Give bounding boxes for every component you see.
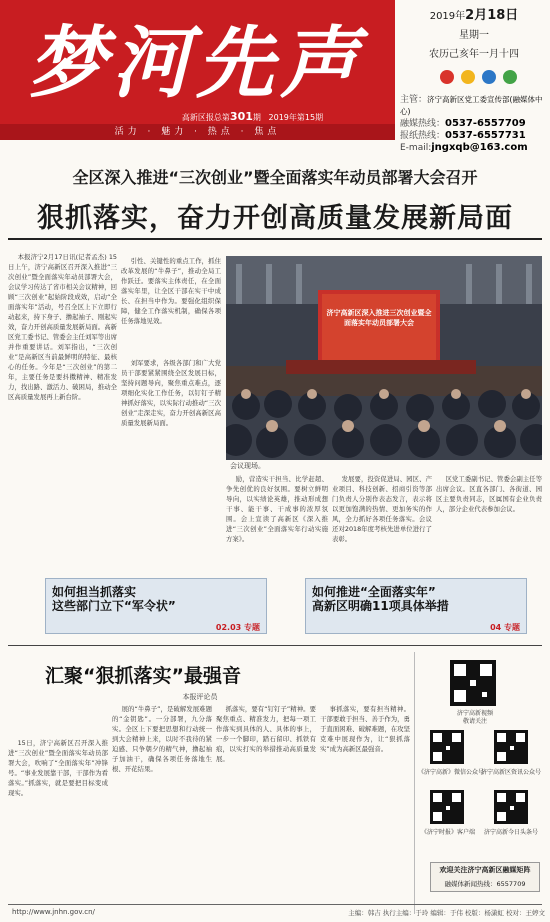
lead-text-3: 励，营造实干担当、比学赶超、争先创优的良好氛围。要树立鲜明导向，以实绩论英雄，推动形成想干事、能干事、干成事的浓厚氛围。会上宣读了高新区《深入推进“三次创业”全面落实年行动实施方案》。 (226, 475, 328, 543)
sponsor-line (400, 94, 550, 118)
media-matrix-banner (430, 862, 540, 892)
lead-column-5 (436, 474, 542, 582)
commentary-column-2 (112, 704, 212, 894)
date-block (400, 6, 548, 64)
sponsor-label: 主管： (400, 95, 428, 105)
teaser-1-page: 02.03 专题 (215, 623, 260, 632)
lead-column-4 (332, 474, 432, 582)
lead-column-2b (121, 358, 221, 580)
qr-code-main-icon[interactable] (450, 660, 496, 706)
emblem-green-icon (503, 70, 517, 84)
qr-main-label: 济宁高新视频 敬请关注 (456, 710, 493, 725)
footer-url[interactable]: http://www.jnhn.gov.cn/ (12, 908, 95, 916)
lead-column-2 (121, 256, 221, 356)
commentary-column-4 (320, 704, 410, 894)
commentary-text-1: 15日，济宁高新区召开深入推进“三次创业”暨全面落实年动员部署大会，吹响了“全面落实年”冲锋号。“事业发展靠干部，干部作为看落实。”抓落实，就是要把目标变成现实。 (8, 739, 108, 797)
email-value: jngxqb@163.com (431, 142, 528, 153)
lead-text-5: 区党工委副书记、管委会副主任等出席会议。区直各部门、各街道、园区主要负责同志，区属国有企业负责人，部分企业代表参加会议。 (436, 475, 542, 513)
teaser-1-line-2: 这些部门立下“军令状” (52, 599, 176, 613)
issue-number: 301 (229, 110, 253, 123)
date-day: 2月18日 (465, 8, 519, 23)
qr-code-app-icon[interactable] (430, 790, 464, 824)
lead-text-1: 本报济宁2月17日讯(记者孟杰) 15日上午，济宁高新区召开深入推进“三次创业”暨全面落实年动员部署大会，会议学习传达了省市相关会议精神，回顾“三次创业”起始阶段成效，启动“全面落实年”活动，号召全区上下立即行动起来，持下身子、撸起袖子、刚起实效，奋力开创高质量发展新局面。高新区党工委书记、管委会主任刘军等出席并作重要讲话。刘军指出，“三次创业”是高新区当前最鲜明的特征、最核心的任务。今年是“三次创业”的第二年，主要任务是要抖擞精神、精准发力，找出路、激活力、破困局，推动全区高质量发展再上新台阶。 (8, 253, 117, 401)
meeting-photo (226, 256, 542, 460)
photo-screen-text: 济宁高新区深入推进三次创业暨全面落实年动员部署大会 (326, 309, 432, 327)
qr-label-1: 《济宁高新》微信公众号 (418, 769, 485, 776)
teaser-2-line-2: 高新区明确11项具体举措 (312, 599, 449, 613)
teaser-2-line-1: 如何推进“全面落实年” (312, 585, 436, 599)
emblem-row (439, 69, 529, 87)
commentary-text-4: 事抓落实，要有担当精神。干部要敢于担当、善于作为，勇于直面困难、破解难题，在攻坚克难中展现作为，让“狠抓落实”成为高新区最强音。 (320, 705, 410, 753)
photo-caption: 会议现场。 (230, 462, 265, 470)
emblem-red-icon (440, 70, 454, 84)
masthead-slogan: 活力 · 魅力 · 热点 · 焦点 (0, 124, 395, 140)
fax-label: 报纸热线： (400, 131, 446, 141)
lead-text-4: 发展要，投资促进局、园区、产业项目、科技创新、招商引资等部门负责人分别作表态发言，表示将以更加饱满的热情、更加务实的作风，全力抓好各项任务落实。会议还对2018年度考核先进单位进行了表彰。 (332, 475, 432, 543)
lunar-date: 农历己亥年一月十四 (429, 49, 519, 60)
commentary-text-2: 展的“牛鼻子”，是破解发展难题的“金钥匙”。一分部署，九分落实。全区上下要把思想和行动统一到大会精神上来，以时不我待的紧迫感、只争朝夕的精气神，撸起袖子加油干，确保各项任务落地生根、开花结果。 (112, 705, 212, 773)
qr-label-2: 济宁高新区资讯公众号 (480, 769, 541, 776)
newspaper-logo (8, 8, 388, 108)
fax-value: 0537-6557731 (445, 130, 526, 141)
issue-suffix: 期 (252, 113, 261, 122)
divider (8, 238, 542, 240)
qr-label-3: 《济宁时报》客户端 (420, 829, 475, 836)
qr-code-news-icon[interactable] (494, 730, 528, 764)
lead-kicker: 全区深入推进“三次创业”暨全面落实年动员部署大会召开 (72, 168, 478, 187)
lead-text-2: 引性、关键性的重点工作，抓住改革发展的“牛鼻子”，推动全局工作跃迁。要落实主体责任，在全面落实年里，让全区干部在实干中成长、在担当中作为。要强化组织保障，健全工作落实机制，确保各项任务落地见效。 (121, 257, 221, 325)
contact-block (400, 94, 550, 154)
issue-prefix: 高新区报总第 (181, 113, 230, 122)
commentary-byline: 本报评论员 (182, 693, 218, 701)
commentary-text-3: 抓落实，要有“钉钉子”精神。要聚焦重点、精准发力，把每一项工作落实到具体的人、具体的事上，一步一个脚印，踏石留印、抓铁有痕，以实打实的举措推动高质量发展。 (216, 705, 316, 763)
issue-date (400, 6, 548, 26)
emblem-blue-icon (482, 70, 496, 84)
commentary-title: 汇聚“狠抓落实”最强音 (45, 665, 241, 687)
lead-column-1 (8, 252, 117, 580)
logo-text: 梦河先声 (28, 18, 365, 108)
sponsor-value: 济宁高新区党工委宣传部(融媒体中心) (400, 95, 543, 116)
hotline-line (400, 118, 550, 130)
teaser-1-title (46, 579, 266, 613)
qr-code-wechat-icon[interactable] (430, 730, 464, 764)
issue-line (110, 110, 395, 124)
email-line (400, 142, 550, 154)
media-matrix-hotline: 融媒体新闻热线：6557709 (444, 880, 526, 888)
qr-label-4: 济宁高新今日头条号 (483, 829, 538, 836)
fax-line (400, 130, 550, 142)
commentary-column-3 (216, 704, 316, 894)
hotline-value: 0537-6557709 (445, 118, 526, 129)
email-label: E-mail: (400, 143, 432, 153)
issue-year: 2019年第15期 (268, 113, 324, 122)
teaser-2-page: 04 专题 (490, 623, 520, 632)
lead-text-2b: 刘军要求，各级各部门和广大党员干部要紧紧围绕全区发展目标，坚持问题导向，聚焦重点难点，逐项细化实化工作任务，以钉钉子精神抓好落实，以实际行动推动“三次创业”走深走实，奋力开创高新区高质量发展新局面。 (121, 359, 221, 427)
lead-headline: 狠抓落实，奋力开创高质量发展新局面 (37, 203, 513, 234)
divider (8, 904, 542, 905)
date-year: 2019年 (429, 11, 466, 22)
media-matrix-title: 欢迎关注济宁高新区融媒矩阵 (439, 866, 531, 874)
teaser-1-line-1: 如何担当抓落实 (52, 585, 137, 599)
teaser-2-title (306, 579, 526, 613)
lead-column-3 (226, 474, 328, 582)
weekday: 星期一 (459, 30, 489, 41)
divider (8, 645, 542, 646)
qr-code-toutiao-icon[interactable] (494, 790, 528, 824)
emblem-yellow-icon (461, 70, 475, 84)
hotline-label: 融媒热线： (400, 119, 446, 129)
footer-staff: 主编：韩吉 执行主编：于玲 编辑：于伟 校版：杨潇虹 校对：王婷文 (348, 909, 545, 917)
commentary-column-1 (8, 738, 108, 894)
